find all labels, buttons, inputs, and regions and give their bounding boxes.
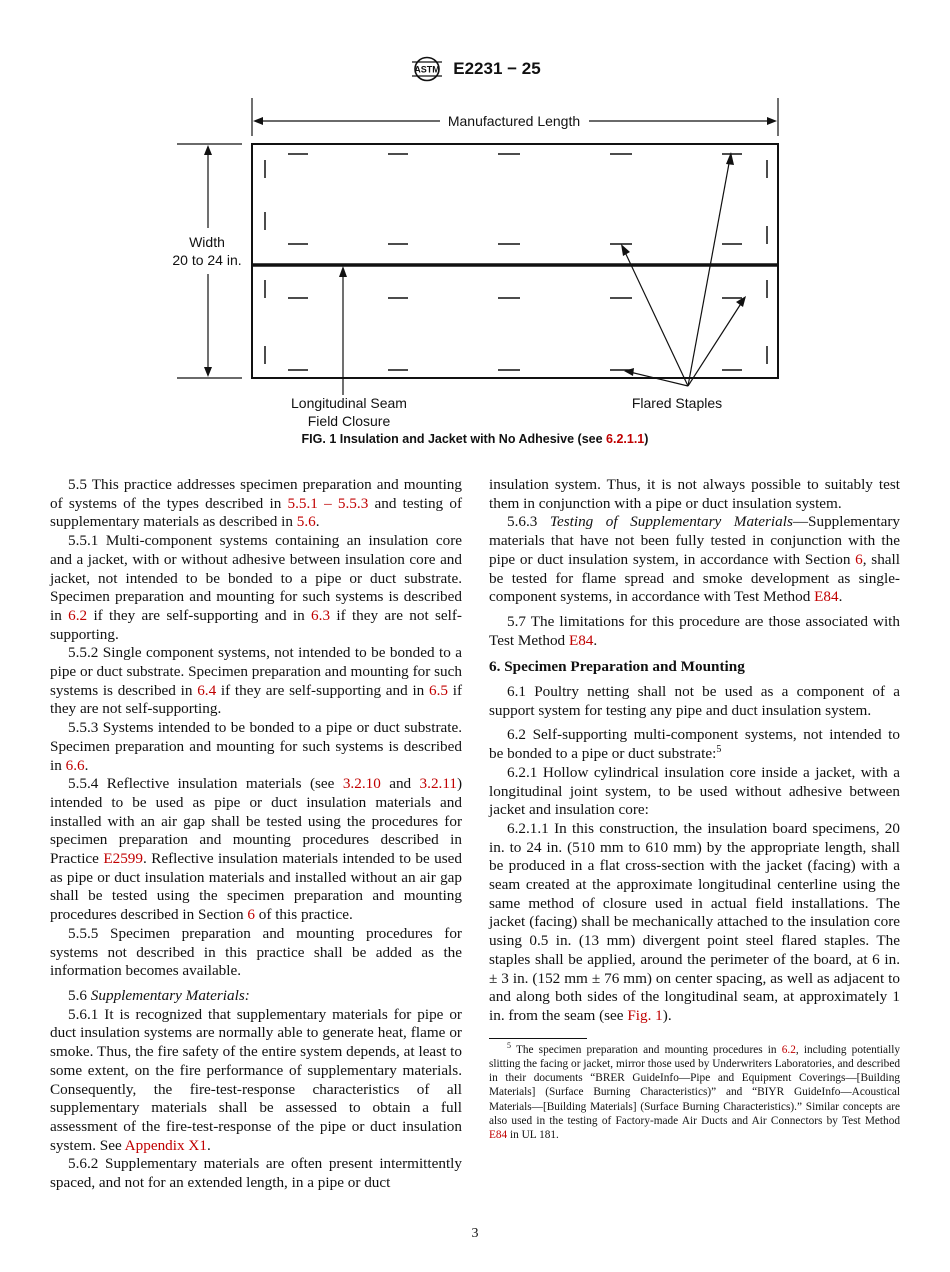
insulation-board-outline [252, 144, 778, 378]
ref-link[interactable]: 6.2 [781, 1043, 796, 1056]
paragraph-6-2-1: 6.2.1 Hollow cylindrical insulation core inside a jacket, with a longitudinal joint system, to be used without adhesive between jacket and insulation core: [489, 763, 900, 819]
width-label-line1: Width [189, 234, 225, 250]
width-label-line2: 20 to 24 in. [172, 252, 242, 268]
page-number: 3 [471, 1226, 479, 1241]
footnote-marker[interactable]: 5 [716, 744, 722, 756]
staple-marks [265, 154, 767, 370]
paragraph-5-5: 5.5 This practice addresses specimen preparation and mounting of systems of the types described in 5.5.1 – 5.5.3 and testing of supplementary materials as described in 5.6. [50, 476, 463, 531]
figure-caption: FIG. 1 Insulation and Jacket with No Adhesive (see 6.2.1.1) [301, 432, 649, 446]
length-arrow-left [253, 117, 263, 125]
right-column [489, 476, 900, 1142]
staple-pointer-arrow-4 [624, 368, 634, 376]
length-arrow-right [767, 117, 777, 125]
caption-ref-link[interactable]: 6.2.1.1 [606, 432, 645, 446]
ref-link[interactable]: 6.3 [311, 606, 331, 624]
paragraph-5-5-2: 5.5.2 Single component systems, not intended to be bonded to a pipe or duct substrate. Specimen preparation and mounting for such systems is described in 6.4 if they are self-supporting and in 6.5 if they are not self-supporting. [50, 644, 462, 718]
paragraph-5-5-5: 5.5.5 Specimen preparation and mounting procedures for systems not described in this practice shall be added as the information becomes available. [50, 924, 462, 980]
paragraph-6-1: 6.1 Poultry netting shall not be used as a component of a support system for testing any pipe and duct insulation system. [489, 683, 900, 719]
paragraph-5-7: 5.7 The limitations for this procedure are those associated with Test Method E84. [489, 612, 900, 649]
width-arrow-top [204, 145, 212, 155]
paragraph-5-6-3: 5.6.3 Testing of Supplementary Materials—Supplementary materials that have not been fully tested in conjunction with the pipe or duct insulation system, in accordance with Section 6, shall be tested for flame spread and smoke development as single-component systems, in accordance with Test Method E84. [489, 513, 900, 606]
paragraph-5-6-1: 5.6.1 It is recognized that supplementary materials for pipe or duct insulation systems are normally able to generate heat, flame or smoke. Thus, the fire safety of the entire system depends, at least to some extent, on the fire performance of supplementary materials. Consequently, the fire-test-response characteristics of all supplementary materials shall be assessed to obtain a full assessment of the fire-test-response of the pipe or duct insulation system. See Appendix X1. [50, 1005, 462, 1154]
ref-link[interactable]: 5.6 [296, 513, 316, 531]
ref-link[interactable]: 6 [247, 906, 255, 924]
ref-link[interactable]: E2599 [103, 850, 143, 868]
paragraph-5-6-2: 5.6.2 Supplementary materials are often present intermittently spaced, and not for an extended length, in a pipe or duct [50, 1155, 462, 1192]
paragraph-5-6-2-continued: insulation system. Thus, it is not always possible to suitably test them in conjunction with a pipe or duct insulation system. [489, 476, 900, 512]
ref-link[interactable]: E84 [568, 631, 594, 649]
ref-link[interactable]: 6 [855, 550, 863, 568]
ref-link[interactable]: E84 [814, 588, 839, 606]
paragraph-5-5-4: 5.5.4 Reflective insulation materials (see 3.2.10 and 3.2.11) intended to be used as pipe or duct insulation materials and installed with an air gap shall be tested using the procedures for specimen preparation and mounting procedures described in Practice E2599. Reflective insulation materials intended to be used as pipe or duct insulation materials and installed without an air gap shall be tested using the specimen preparation and mounting procedures described in Section 6 of this practice. [50, 775, 463, 924]
staple-pointer-arrow-2 [621, 244, 630, 256]
manufactured-length-label: Manufactured Length [447, 113, 581, 129]
ref-link[interactable]: 6.4 [197, 681, 217, 699]
left-column [50, 476, 462, 1193]
staple-pointer-lines [624, 158, 742, 386]
seam-pointer-arrow [339, 266, 347, 277]
document-number: E2231 − 25 [453, 59, 541, 78]
seam-label-line1: Longitudinal Seam [291, 395, 407, 411]
flared-staples-label: Flared Staples [631, 395, 723, 411]
paragraph-5-5-3: 5.5.3 Systems intended to be bonded to a pipe or duct substrate. Specimen preparation and mounting for such systems is described in 6.6. [50, 719, 462, 774]
footnote-rule [489, 1038, 587, 1039]
ref-link[interactable]: Appendix X1 [124, 1136, 207, 1154]
ref-link[interactable]: 3.2.11 [419, 775, 457, 793]
ref-link[interactable]: 3.2.10 [342, 775, 381, 793]
seam-label-line2: Field Closure [307, 413, 391, 429]
ref-link[interactable]: 6.5 [429, 681, 448, 699]
width-arrow-bottom [204, 367, 212, 377]
ref-link[interactable]: 6.6 [65, 756, 85, 774]
figure-1-diagram [0, 0, 950, 430]
section-6-heading: 6. Specimen Preparation and Mounting [489, 658, 745, 676]
svg-text:ASTM: ASTM [414, 64, 441, 75]
footnote-5: $^5$ The specimen preparation and mounting procedures in 6.2, including potentially slitting the facing or jacket, mirror those used by Underwriters Laboratories, and described in their documents “BRER GuideInfo—Pipe and Equipment Coverings—[Building Materials] (Surface Burning Characteristics)” and “BIYR GuideInfo—Acoustical Materials—[Building Materials] (Surface Burning Characteristics).” Similar concepts are also used in the testing of Factory-made Air Ducts and Air Connectors by Test Method E84 in UL 181. [489, 1040, 900, 1141]
ref-link[interactable]: E84 [489, 1128, 508, 1141]
ref-link[interactable]: 6.2 [68, 606, 88, 624]
ref-link[interactable]: 5.5.1 – 5.5.3 [287, 494, 369, 512]
paragraph-5-6: 5.6 Supplementary Materials: [68, 986, 250, 1004]
paragraph-6-2-1-1: 6.2.1.1 In this construction, the insulation board specimens, 20 in. to 24 in. (510 mm to 610 mm) by the appropriate length, shall be produced in a flat cross-section with the jacket (facing) with a seam created at the approximate longitudinal centerline using the same method of closure used in actual field installations. The jacket (facing) shall be mechanically attached to the insulation core using 0.5 in. (13 mm) divergent point steel flared staples. The staples shall be applied, around the perimeter of the board, at 6 in. ± 3 in. (152 mm ± 76 mm) on center spacing, as well as adjacent to and along both sides of the longitudinal seam, at approximately 1 in. from the seam (see Fig. 1). [489, 819, 900, 1024]
paragraph-5-5-1: 5.5.1 Multi-component systems containing an insulation core and a jacket, with or without adhesive between insulation core and jacket, not intended to be bonded to a pipe or duct substrate. Specimen preparation and mounting for such systems is described in 6.2 if they are self-supporting and in 6.3 if they are not self-supporting. [50, 532, 462, 643]
ref-link[interactable]: Fig. 1 [627, 1006, 663, 1024]
paragraph-6-2: 6.2 Self-supporting multi-component systems, not intended to be bonded to a pipe or duct substrate:$^5$ [489, 726, 900, 763]
